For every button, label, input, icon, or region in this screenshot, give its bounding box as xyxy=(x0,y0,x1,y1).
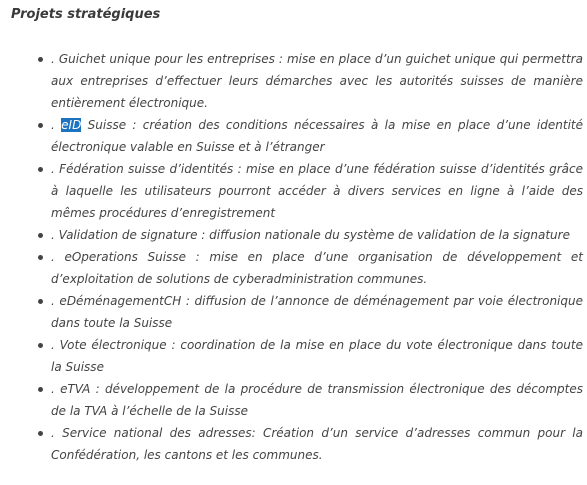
list-item-text: . Validation de signature : diffusion nationale du système de validation de la signature xyxy=(51,228,570,242)
bullet-icon xyxy=(38,299,43,304)
bullet-icon xyxy=(38,167,43,172)
list-item-prefix: . xyxy=(51,118,62,132)
bullet-icon xyxy=(38,255,43,260)
list-item xyxy=(51,48,583,114)
bullet-icon xyxy=(38,387,43,392)
bullet-icon xyxy=(38,57,43,62)
list-item xyxy=(51,158,583,224)
list-item-text: . eTVA : développement de la procédure de transmission électronique des décomptes de la TVA à l’échelle de la Suisse xyxy=(51,382,583,418)
list-item xyxy=(51,114,583,158)
selected-text-highlight[interactable]: eID xyxy=(61,118,82,132)
bullet-icon xyxy=(38,123,43,128)
list-item-text: . Guichet unique pour les entreprises : mise en place d’un guichet unique qui permettra aux entreprises d’effectuer leurs démarches avec les autorités suisses de manière entièrement électronique. xyxy=(51,52,583,110)
strategic-projects-list xyxy=(0,48,583,466)
list-item-text: . Vote électronique : coordination de la mise en place du vote électronique dans toute la Suisse xyxy=(51,338,583,374)
list-item-text: . eOperations Suisse : mise en place d’une organisation de développement et d’exploitation de solutions de cyberadministration communes. xyxy=(51,250,583,286)
list-item xyxy=(51,422,583,466)
list-item-text: . eDéménagementCH : diffusion de l’annonce de déménagement par voie électronique dans toute la Suisse xyxy=(51,294,583,330)
list-item xyxy=(51,224,583,246)
list-item-text: . Fédération suisse d’identités : mise en place d’une fédération suisse d’identités grâce à laquelle les utilisateurs pourront accéder à divers services en ligne à l’aide des mêmes procédures d’enregistrement xyxy=(51,162,583,220)
section-title: Projets stratégiques xyxy=(11,7,161,22)
list-item xyxy=(51,246,583,290)
list-item-text: . Service national des adresses: Création d’un service d’adresses commun pour la Confédération, les cantons et les communes. xyxy=(51,426,583,462)
bullet-icon xyxy=(38,343,43,348)
list-item xyxy=(51,290,583,334)
bullet-icon xyxy=(38,431,43,436)
list-item-text: Suisse : création des conditions nécessaires à la mise en place d’une identité électronique valable en Suisse et à l’étranger xyxy=(51,118,583,154)
bullet-icon xyxy=(38,233,43,238)
list-item xyxy=(51,378,583,422)
list-item xyxy=(51,334,583,378)
